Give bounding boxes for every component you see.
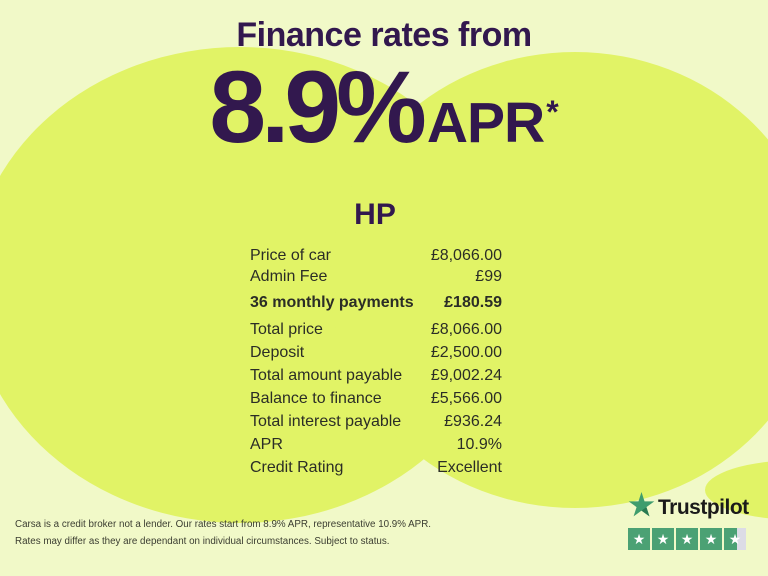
table-row-monthly-payment — [250, 293, 502, 312]
finance-row-label: Deposit — [250, 344, 305, 361]
finance-row-label: 36 monthly payments — [250, 294, 414, 311]
finance-row-value: £180.59 — [444, 294, 502, 311]
rate-headline — [0, 50, 768, 164]
trustpilot-wordmark: Trustpilot — [658, 496, 749, 519]
finance-row-value: 10.9% — [456, 436, 502, 453]
finance-row-value: £9,002.24 — [430, 367, 502, 384]
finance-table — [250, 246, 502, 481]
star-icon: ★ — [652, 528, 674, 550]
product-title: HP — [354, 198, 396, 231]
finance-row-label: Price of car — [250, 247, 331, 264]
finance-row-label: Total interest payable — [250, 413, 402, 430]
finance-row-label: Admin Fee — [250, 268, 328, 285]
trustpilot-badge[interactable] — [628, 492, 752, 550]
finance-row-value: £8,066.00 — [430, 247, 502, 264]
rate-unit-label: APR — [426, 91, 545, 155]
table-row — [250, 435, 502, 454]
headline-title: Finance rates from — [236, 16, 532, 54]
trustpilot-rating-stars — [628, 528, 752, 550]
trustpilot-logo — [628, 492, 752, 524]
star-half-icon: ★ — [724, 528, 746, 550]
rate-footnote-mark: * — [546, 94, 559, 130]
finance-row-value: £99 — [475, 268, 502, 285]
table-row — [250, 320, 502, 339]
legal-disclaimer — [15, 517, 431, 550]
table-row — [250, 389, 502, 408]
table-row — [250, 412, 502, 431]
table-row — [250, 343, 502, 362]
finance-row-label: Total price — [250, 321, 323, 338]
star-icon: ★ — [628, 528, 650, 550]
finance-row-label: Balance to finance — [250, 390, 382, 407]
disclaimer-line-1: Carsa is a credit broker not a lender. Our rates start from 8.9% APR, representative 10.9% APR. — [15, 519, 432, 530]
finance-row-value: £8,066.00 — [430, 321, 502, 338]
disclaimer-line-2: Rates may differ as they are dependant on individual circumstances. Subject to status. — [15, 535, 390, 547]
table-row — [250, 246, 502, 265]
finance-row-value: £5,566.00 — [430, 390, 502, 407]
table-row — [250, 267, 502, 286]
table-row — [250, 366, 502, 385]
table-row — [250, 458, 502, 477]
rate-value: 8.9% — [209, 50, 422, 164]
trustpilot-star-icon — [628, 492, 655, 524]
finance-row-label: Total amount payable — [250, 367, 403, 384]
star-icon: ★ — [676, 528, 698, 550]
finance-row-value: £2,500.00 — [430, 344, 502, 361]
finance-row-label: Credit Rating — [250, 459, 344, 476]
finance-row-value: £936.24 — [444, 413, 502, 430]
star-icon: ★ — [700, 528, 722, 550]
finance-row-value: Excellent — [437, 459, 502, 476]
finance-row-label: APR — [250, 436, 283, 453]
